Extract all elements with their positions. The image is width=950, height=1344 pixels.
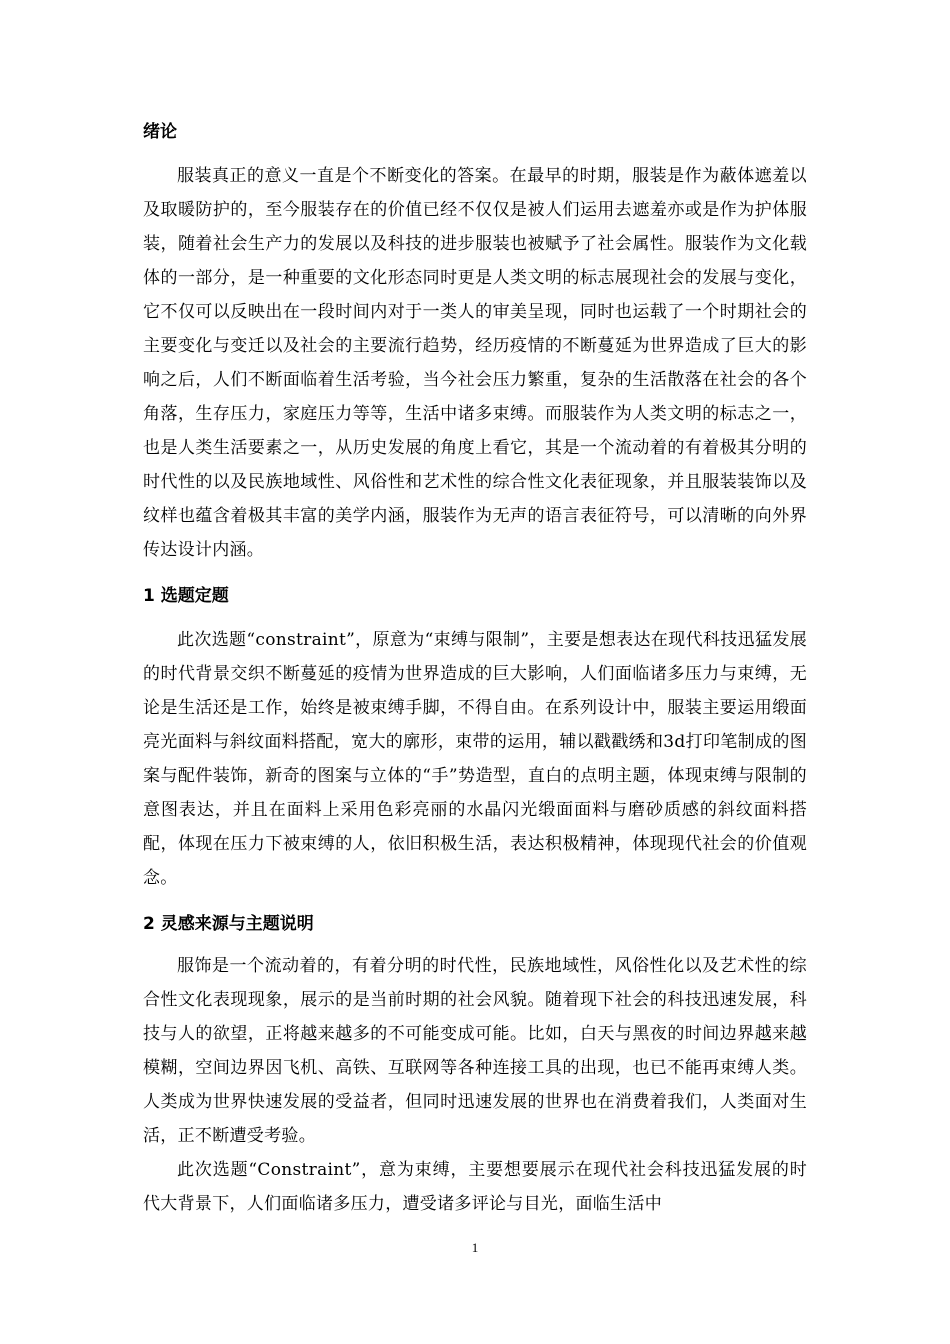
section1-heading: 1 选题定题: [143, 586, 229, 606]
document-page: [143, 112, 807, 1221]
section2-paragraph-1: 服饰是一个流动着的，有着分明的时代性，民族地域性，风俗性化以及艺术性的综合性文化表现现象，展示的是当前时期的社会风貌。随着现下社会的科技迅速发展，科技与人的欲望，正将越来越多的不可能变成可能。比如，白天与黑夜的时间边界越来越模糊，空间边界因飞机、高铁、互联网等各种连接工具的出现，也已不能再束缚人类。人类成为世界快速发展的受益者，但同时迅速发展的世界也在消费着我们，人类面对生活，正不断遭受考验。: [143, 956, 807, 1146]
intro-heading: 绪论: [143, 122, 177, 142]
intro-paragraph: 服装真正的意义一直是个不断变化的答案。在最早的时期，服装是作为蔽体遮羞以及取暖防护的，至今服装存在的价值已经不仅仅是被人们运用去遮羞亦或是作为护体服装，随着社会生产力的发展以及科技的进步服装也被赋予了社会属性。服装作为文化载体的一部分，是一种重要的文化形态同时更是人类文明的标志展现社会的发展与变化，它不仅可以反映出在一段时间内对于一类人的审美呈现，同时也运载了一个时期社会的主要变化与变迁以及社会的主要流行趋势，经历疫情的不断蔓延为世界造成了巨大的影响之后，人们不断面临着生活考验，当今社会压力繁重，复杂的生活散落在社会的各个角落，生存压力，家庭压力等等，生活中诸多束缚。而服装作为人类文明的标志之一，也是人类生活要素之一，从历史发展的角度上看它，其是一个流动着的有着极其分明的时代性的以及民族地域性、风俗性和艺术性的综合性文化表征现象，并且服装装饰以及纹样也蕴含着极其丰富的美学内涵，服装作为无声的语言表征符号，可以清晰的向外界传达设计内涵。: [143, 166, 807, 560]
section1-paragraph: 此次选题“constraint”，原意为“束缚与限制”，主要是想表达在现代科技迅猛发展的时代背景交织不断蔓延的疫情为世界造成的巨大影响，人们面临诸多压力与束缚，无论是生活还是工作，始终是被束缚手脚，不得自由。在系列设计中，服装主要运用缎面亮光面料与斜纹面料搭配，宽大的廓形，束带的运用，辅以戳戳绣和3d打印笔制成的图案与配件装饰，新奇的图案与立体的“手”势造型，直白的点明主题，体现束缚与限制的意图表达，并且在面料上采用色彩亮丽的水晶闪光缎面面料与磨砂质感的斜纹面料搭配，体现在压力下被束缚的人，依旧积极生活，表达积极精神，体现现代社会的价值观念。: [143, 630, 807, 888]
section2-paragraph-2: 此次选题“Constraint”，意为束缚，主要想要展示在现代社会科技迅猛发展的时代大背景下，人们面临诸多压力，遭受诸多评论与目光，面临生活中: [143, 1160, 807, 1214]
page-number: 1: [471, 1240, 479, 1255]
section2-heading: 2 灵感来源与主题说明: [143, 914, 314, 934]
